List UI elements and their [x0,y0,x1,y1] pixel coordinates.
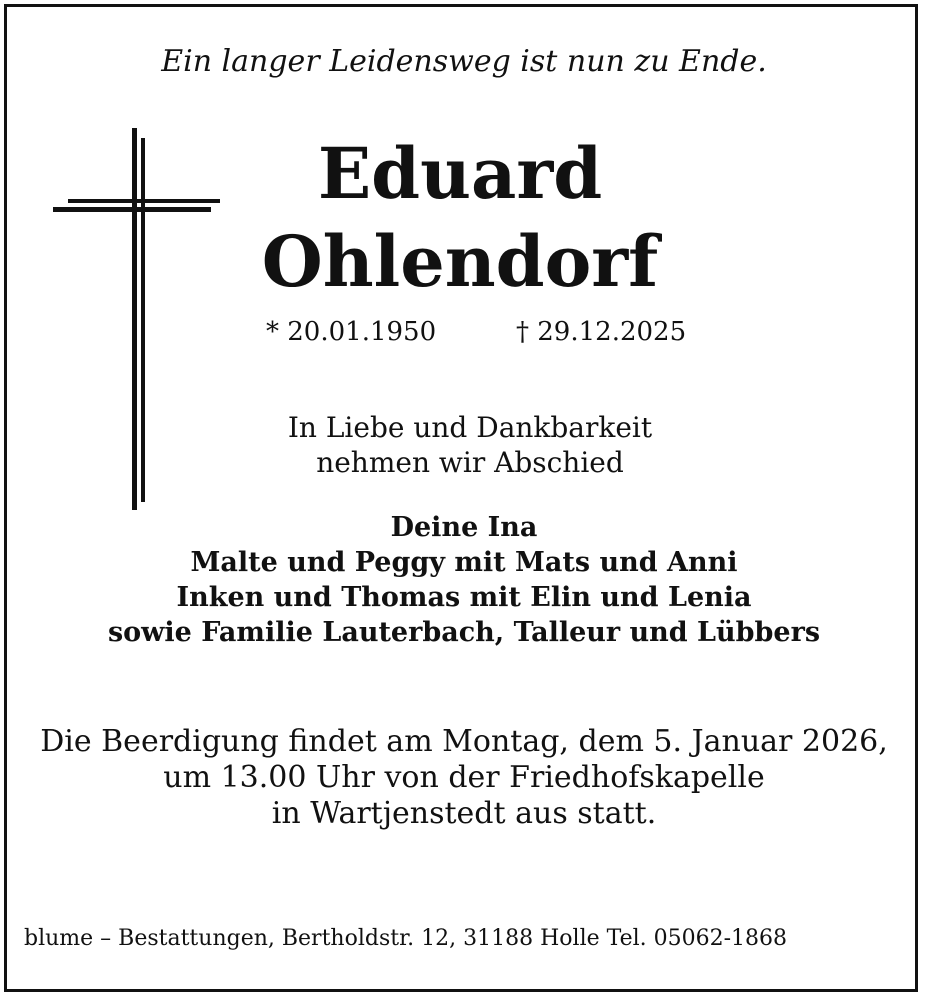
mourner-line: sowie Familie Lauterbach, Talleur und Lübbers [107,617,821,648]
funeral-line: um 13.00 Uhr von der Friedhofskapelle [163,760,765,795]
death-date: † 29.12.2025 [516,317,687,347]
farewell-line: nehmen wir Abschied [316,446,624,479]
funeral-line: in Wartjenstedt aus statt. [271,796,657,831]
deceased-first-name: Eduard [317,132,603,215]
motto: Ein langer Leidensweg ist nun zu Ende. [161,44,767,79]
birth-date: * 20.01.1950 [266,317,437,347]
farewell-text [240,410,700,480]
cross-icon [50,126,222,512]
funeral-info [0,724,928,832]
funeral-line: Die Beerdigung findet am Montag, dem 5. Januar 2026, [40,724,888,759]
mourner-line: Malte und Peggy mit Mats und Anni [190,547,738,578]
mourners-list [0,510,928,650]
mourner-line: Deine Ina [390,512,538,543]
undertaker-footer: blume – Bestattungen, Bertholdstr. 12, 31188 Holle Tel. 05062-1868 [24,926,788,951]
deceased-last-name: Ohlendorf [261,220,659,303]
mourner-line: Inken und Thomas mit Elin und Lenia [176,582,752,613]
farewell-line: In Liebe und Dankbarkeit [287,411,653,444]
